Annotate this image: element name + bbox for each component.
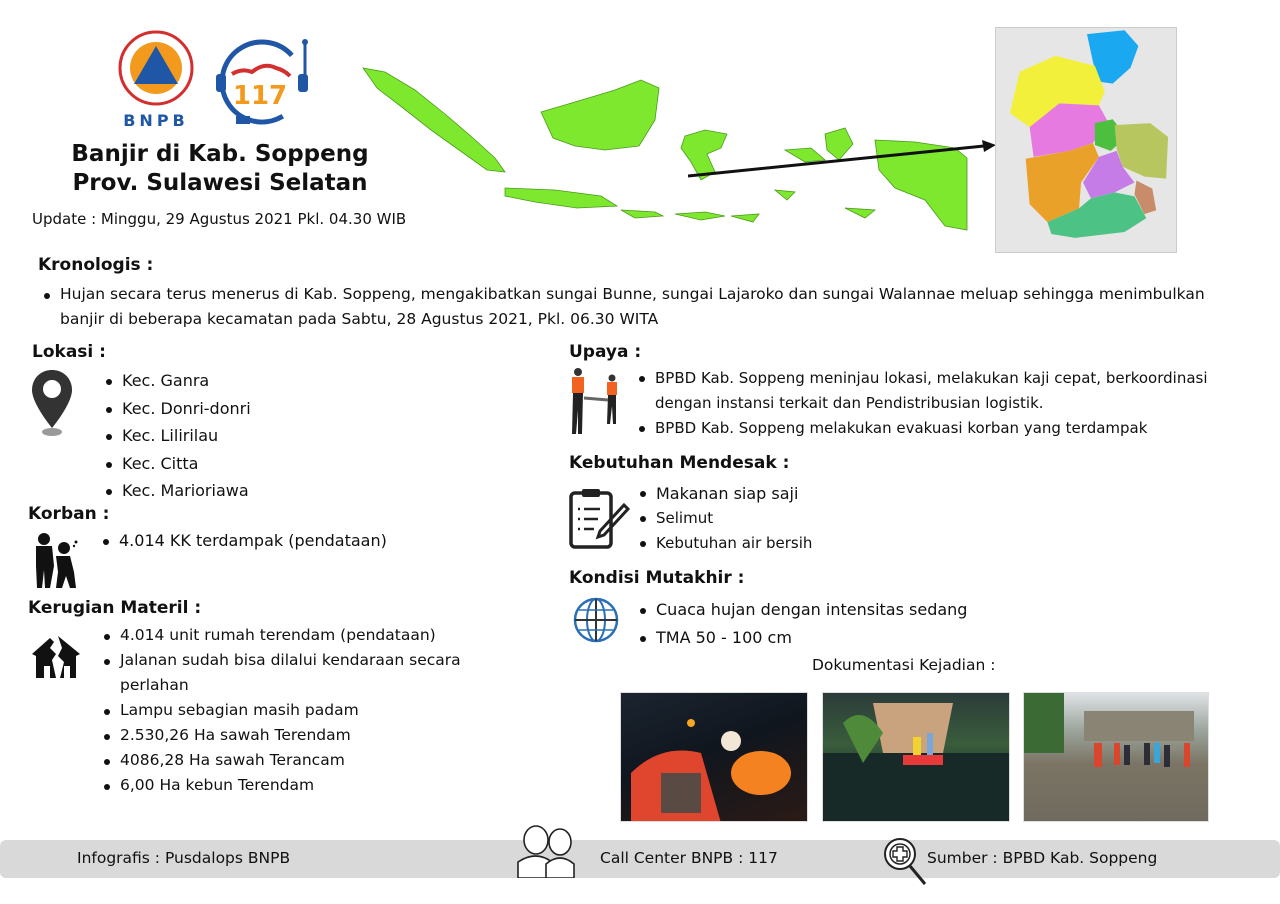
infografis-credit: Infografis : Pusdalops BNPB xyxy=(77,849,291,867)
kebutuhan-list xyxy=(638,481,812,556)
list-item: BPBD Kab. Soppeng melakukan evakuasi korban yang terdampak xyxy=(637,416,1257,441)
kronologis-heading: Kronologis : xyxy=(38,255,154,275)
list-item: Jalanan sudah bisa dilalui kendaraan secara perlahan xyxy=(102,648,492,698)
korban-list xyxy=(101,527,387,555)
globe-icon xyxy=(572,596,620,644)
list-item: Lampu sebagian masih padam xyxy=(102,698,492,723)
broken-house-icon xyxy=(30,634,82,678)
rescue-boat-night-photo xyxy=(620,692,808,822)
pusdalops-117-logo xyxy=(210,38,320,128)
kerugian-heading: Kerugian Materil : xyxy=(28,598,202,618)
source-credit: Sumber : BPBD Kab. Soppeng xyxy=(927,849,1158,867)
list-item: 6,00 Ha kebun Terendam xyxy=(102,773,492,798)
list-item: Kec. Lilirilau xyxy=(104,422,251,450)
list-item: Selimut xyxy=(638,506,812,531)
kronologis-list xyxy=(42,282,1242,332)
dokumentasi-label: Dokumentasi Kejadian : xyxy=(812,656,996,674)
list-item: Kebutuhan air bersih xyxy=(638,531,812,556)
soppeng-district-map-icon xyxy=(995,27,1177,253)
update-timestamp: Update : Minggu, 29 Agustus 2021 Pkl. 04.30 WIB xyxy=(32,210,407,228)
kondisi-list xyxy=(638,596,967,651)
clipboard-icon xyxy=(568,487,630,549)
arrow-icon xyxy=(688,140,998,180)
bnpb-logo xyxy=(112,30,200,130)
list-item: Kec. Marioriawa xyxy=(104,477,251,505)
title-line-1: Banjir di Kab. Soppeng xyxy=(71,141,369,167)
lokasi-heading: Lokasi : xyxy=(32,342,106,362)
list-item: Kec. Donri-donri xyxy=(104,395,251,423)
upaya-list xyxy=(637,366,1257,441)
flooded-house-night-photo xyxy=(822,692,1010,822)
kondisi-heading: Kondisi Mutakhir : xyxy=(569,568,745,588)
magnifier-plus-icon xyxy=(880,836,930,886)
upaya-heading: Upaya : xyxy=(569,342,642,362)
list-item: Cuaca hujan dengan intensitas sedang xyxy=(638,596,967,624)
lokasi-list xyxy=(104,367,251,505)
location-pin-icon xyxy=(30,368,74,438)
list-item: 4.014 unit rumah terendam (pendataan) xyxy=(102,623,492,648)
page-title xyxy=(30,140,410,198)
flood-evacuation-day-photo xyxy=(1023,692,1209,822)
call-center-agents-icon xyxy=(512,822,592,878)
rescue-workers-icon xyxy=(566,366,626,436)
list-item: TMA 50 - 100 cm xyxy=(638,624,967,652)
bnpb-logo-label: BNPB xyxy=(123,111,189,130)
korban-heading: Korban : xyxy=(28,504,110,524)
list-item: Makanan siap saji xyxy=(638,481,812,506)
victim-icon xyxy=(30,532,80,590)
kerugian-list xyxy=(102,623,492,798)
list-item: 2.530,26 Ha sawah Terendam xyxy=(102,723,492,748)
logo-117-number: 117 xyxy=(232,81,288,111)
kebutuhan-heading: Kebutuhan Mendesak : xyxy=(569,453,790,473)
title-line-2: Prov. Sulawesi Selatan xyxy=(72,170,368,196)
list-item: 4086,28 Ha sawah Terancam xyxy=(102,748,492,773)
list-item: Hujan secara terus menerus di Kab. Soppeng, mengakibatkan sungai Bunne, sungai Lajaroko dan sungai Walannae meluap sehingga menimbulkan banjir di beberapa kecamatan pada Sabtu, 28 Agustus 2021, Pkl. 06.30 WITA xyxy=(42,282,1242,332)
list-item: 4.014 KK terdampak (pendataan) xyxy=(101,527,387,555)
list-item: Kec. Ganra xyxy=(104,367,251,395)
call-center-number: Call Center BNPB : 117 xyxy=(600,849,778,867)
list-item: BPBD Kab. Soppeng meninjau lokasi, melakukan kaji cepat, berkoordinasi dengan instansi terkait dan Pendistribusian logistik. xyxy=(637,366,1257,416)
list-item: Kec. Citta xyxy=(104,450,251,478)
